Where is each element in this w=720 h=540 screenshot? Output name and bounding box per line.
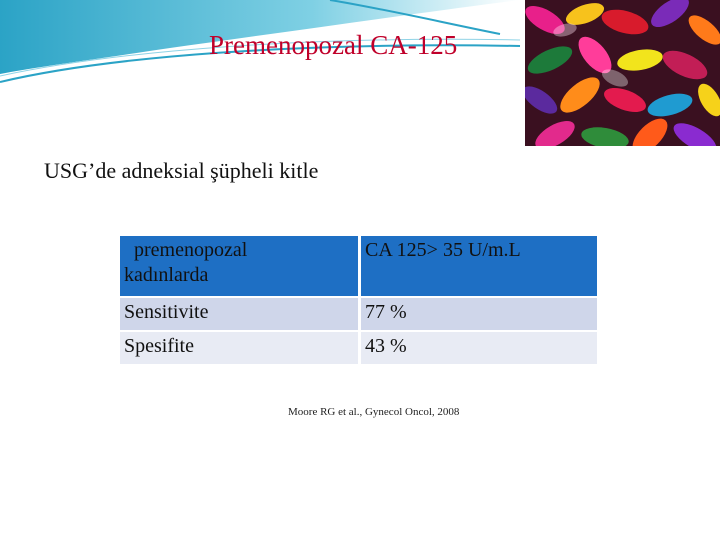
reference-citation: Moore RG et al., Gynecol Oncol, 2008 xyxy=(288,406,460,418)
slide-title: Premenopozal CA-125 xyxy=(209,30,458,60)
ca125-table xyxy=(117,234,600,366)
colorful-petals-image xyxy=(525,0,720,146)
table-header-row xyxy=(120,236,597,296)
slide-subtitle: USG’de adneksial şüpheli kitle xyxy=(44,158,319,183)
table-row xyxy=(120,332,597,364)
table-row xyxy=(120,298,597,330)
header-cell-group xyxy=(120,236,358,296)
header-group-line1: premenopozal xyxy=(134,239,248,261)
header-group-line2: kadınlarda xyxy=(124,264,209,286)
row-label: Sensitivite xyxy=(120,298,358,330)
header-cell-threshold: CA 125> 35 U/m.L xyxy=(361,236,597,296)
row-label: Spesifite xyxy=(120,332,358,364)
row-value: 77 % xyxy=(361,298,597,330)
row-value: 43 % xyxy=(361,332,597,364)
